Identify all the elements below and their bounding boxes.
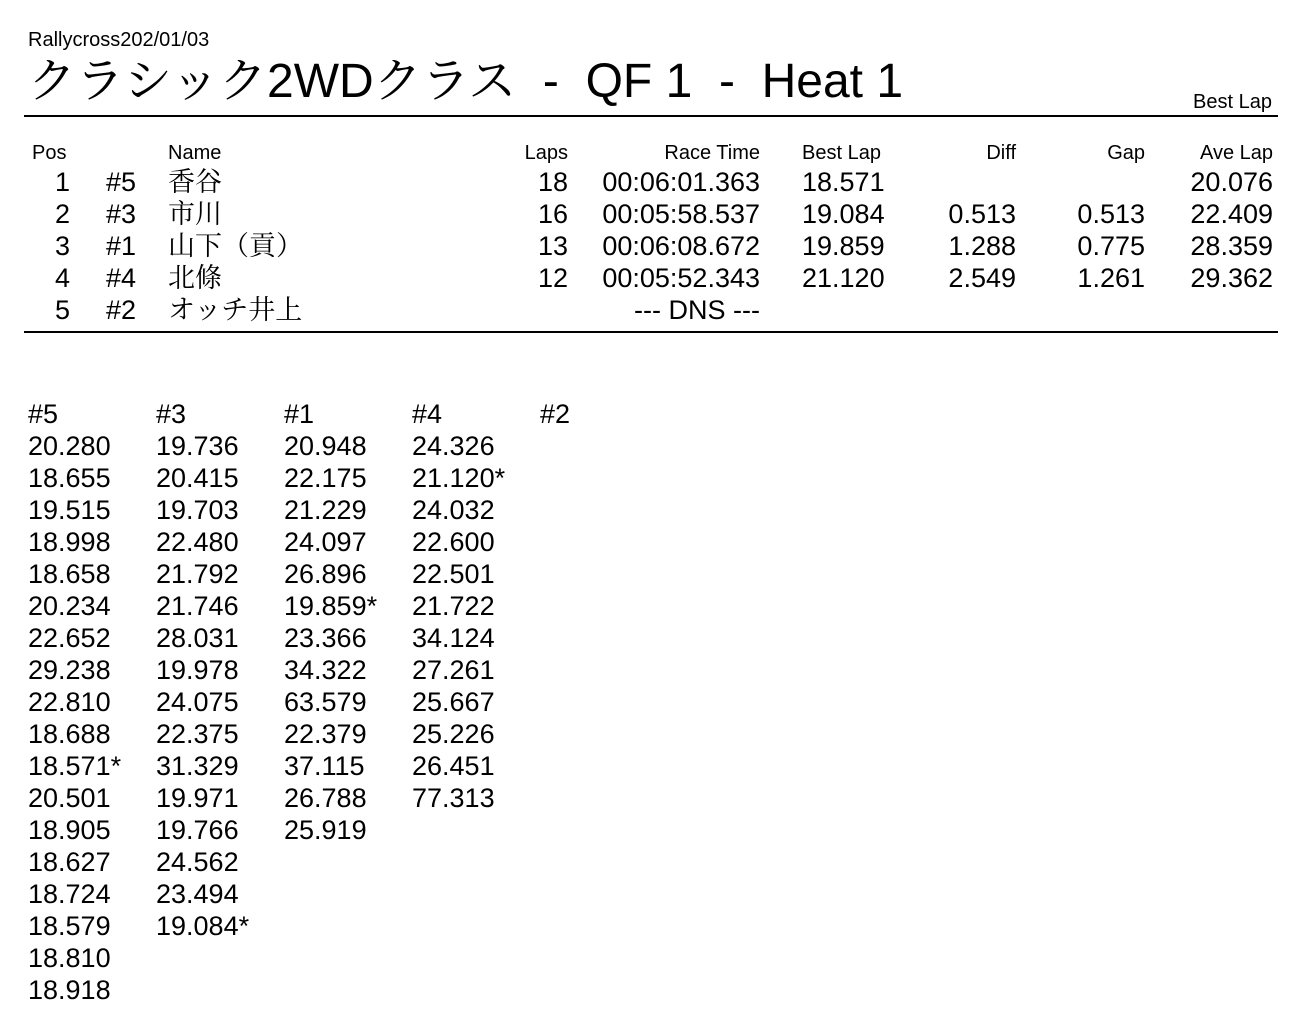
lap-time-cell: 24.326 [412, 431, 495, 461]
car-number-cell: #1 [106, 231, 137, 261]
lap-time-cell: 23.494 [156, 879, 239, 909]
lap-time-cell: 25.226 [412, 719, 495, 749]
car-number-cell: #2 [106, 295, 137, 325]
race-time-cell: 00:06:08.672 [602, 231, 760, 261]
best-lap-cell: 21.120 [802, 263, 885, 293]
lap-time-cell: 19.859* [284, 591, 378, 621]
best-lap-cell: 19.859 [802, 231, 885, 261]
table-row [0, 166, 1296, 198]
lap-time-cell: 25.667 [412, 687, 495, 717]
driver-name-cell: 香谷 [168, 167, 222, 197]
laps-cell: 18 [537, 167, 568, 197]
lap-time-cell: 22.810 [28, 687, 111, 717]
lap-time-cell: 63.579 [284, 687, 367, 717]
car-number-header: #5 [28, 399, 59, 429]
lap-times-column [28, 398, 154, 1006]
race-time-cell: 00:06:01.363 [602, 167, 760, 197]
lap-time-cell: 34.322 [284, 655, 367, 685]
car-number-cell: #4 [106, 263, 137, 293]
lap-time-cell: 28.031 [156, 623, 239, 653]
lap-time-cell: 21.229 [284, 495, 367, 525]
lap-time-cell: 24.562 [156, 847, 239, 877]
ave-lap-cell: 22.409 [1190, 199, 1273, 229]
best-lap-cell: 18.571 [802, 167, 885, 197]
lap-time-cell: 22.175 [284, 463, 367, 493]
car-number-header: #1 [284, 399, 315, 429]
table-row [0, 294, 1296, 326]
lap-time-cell: 21.746 [156, 591, 239, 621]
gap-cell: 0.775 [1077, 231, 1145, 261]
lap-time-cell: 19.971 [156, 783, 239, 813]
pos-cell: 5 [54, 295, 70, 325]
lap-time-cell: 24.032 [412, 495, 495, 525]
ave-lap-cell: 28.359 [1190, 231, 1273, 261]
best-lap-corner-label: Best Lap [1193, 91, 1272, 113]
lap-time-cell: 26.788 [284, 783, 367, 813]
gap-header: Gap [1107, 142, 1145, 164]
car-number-cell: #5 [106, 167, 137, 197]
lap-time-cell: 34.124 [412, 623, 495, 653]
lap-time-cell: 18.905 [28, 815, 111, 845]
lap-time-cell: 20.501 [28, 783, 111, 813]
lap-times-column [412, 398, 538, 814]
lap-time-cell: 18.579 [28, 911, 111, 941]
lap-time-cell: 31.329 [156, 751, 239, 781]
race-time-header: Race Time [664, 142, 760, 164]
results-table [0, 140, 1296, 326]
lap-time-cell: 77.313 [412, 783, 495, 813]
name-header: Name [168, 142, 222, 164]
lap-time-cell: 21.792 [156, 559, 239, 589]
lap-times-column [156, 398, 282, 942]
ave-lap-header: Ave Lap [1199, 142, 1273, 164]
lap-time-cell: 22.501 [412, 559, 495, 589]
lap-time-cell: 19.766 [156, 815, 239, 845]
best-lap-cell: 19.084 [802, 199, 885, 229]
diff-cell: 2.549 [948, 263, 1016, 293]
lap-time-cell: 21.722 [412, 591, 495, 621]
event-subtitle: Rallycross202/01/03 [28, 29, 210, 51]
driver-name-cell: オッチ井上 [168, 295, 303, 325]
table-row [0, 198, 1296, 230]
top-divider [24, 115, 1278, 117]
lap-time-cell: 22.652 [28, 623, 111, 653]
lap-time-cell: 19.084* [156, 911, 250, 941]
lap-time-cell: 18.918 [28, 975, 111, 1005]
lap-times-column [284, 398, 410, 846]
lap-time-cell: 26.896 [284, 559, 367, 589]
lap-time-cell: 18.571* [28, 751, 122, 781]
diff-cell: 1.288 [948, 231, 1016, 261]
lap-time-cell: 23.366 [284, 623, 367, 653]
laps-header: Laps [524, 142, 568, 164]
lap-time-cell: 22.375 [156, 719, 239, 749]
pos-cell: 2 [54, 199, 70, 229]
car-number-cell: #3 [106, 199, 137, 229]
lap-time-cell: 18.724 [28, 879, 111, 909]
best-lap-header: Best Lap [802, 142, 881, 164]
driver-name-cell: 山下（貢） [168, 231, 303, 261]
lap-times-column [540, 398, 666, 430]
lap-time-cell: 18.998 [28, 527, 111, 557]
race-time-cell: --- DNS --- [634, 295, 760, 325]
laps-cell: 13 [537, 231, 568, 261]
ave-lap-cell: 20.076 [1190, 167, 1273, 197]
page-title: クラシック2WDクラス - QF 1 - Heat 1 [28, 55, 904, 108]
lap-time-cell: 20.280 [28, 431, 111, 461]
lap-time-cell: 24.075 [156, 687, 239, 717]
lap-time-cell: 29.238 [28, 655, 111, 685]
lap-time-cell: 18.810 [28, 943, 111, 973]
lap-time-cell: 19.978 [156, 655, 239, 685]
lap-time-cell: 20.948 [284, 431, 367, 461]
lap-time-cell: 18.655 [28, 463, 111, 493]
ave-lap-cell: 29.362 [1190, 263, 1273, 293]
bottom-divider [24, 331, 1278, 333]
car-number-header: #2 [540, 399, 571, 429]
pos-cell: 4 [54, 263, 70, 293]
laps-cell: 12 [537, 263, 568, 293]
laps-cell: 16 [537, 199, 568, 229]
car-number-header: #4 [412, 399, 443, 429]
lap-time-cell: 25.919 [284, 815, 367, 845]
lap-time-cell: 22.600 [412, 527, 495, 557]
lap-time-cell: 26.451 [412, 751, 495, 781]
race-time-cell: 00:05:52.343 [602, 263, 760, 293]
lap-time-cell: 22.480 [156, 527, 239, 557]
lap-time-cell: 20.234 [28, 591, 111, 621]
lap-time-cell: 19.703 [156, 495, 239, 525]
lap-time-cell: 18.658 [28, 559, 111, 589]
lap-time-cell: 21.120* [412, 463, 506, 493]
lap-time-cell: 22.379 [284, 719, 367, 749]
driver-name-cell: 北條 [168, 263, 222, 293]
diff-header: Diff [986, 142, 1016, 164]
lap-time-cell: 37.115 [284, 751, 365, 781]
pos-cell: 1 [54, 167, 70, 197]
gap-cell: 0.513 [1077, 199, 1145, 229]
table-row [0, 230, 1296, 262]
lap-time-cell: 18.688 [28, 719, 111, 749]
driver-name-cell: 市川 [168, 199, 222, 229]
gap-cell: 1.261 [1077, 263, 1145, 293]
lap-time-cell: 19.515 [28, 495, 111, 525]
lap-time-cell: 19.736 [156, 431, 239, 461]
lap-time-cell: 20.415 [156, 463, 239, 493]
results-header-row [0, 140, 1296, 166]
lap-time-cell: 18.627 [28, 847, 111, 877]
lap-time-cell: 24.097 [284, 527, 367, 557]
pos-cell: 3 [54, 231, 70, 261]
diff-cell: 0.513 [948, 199, 1016, 229]
race-time-cell: 00:05:58.537 [602, 199, 760, 229]
pos-header: Pos [32, 142, 67, 164]
table-row [0, 262, 1296, 294]
car-number-header: #3 [156, 399, 187, 429]
lap-time-cell: 27.261 [412, 655, 495, 685]
